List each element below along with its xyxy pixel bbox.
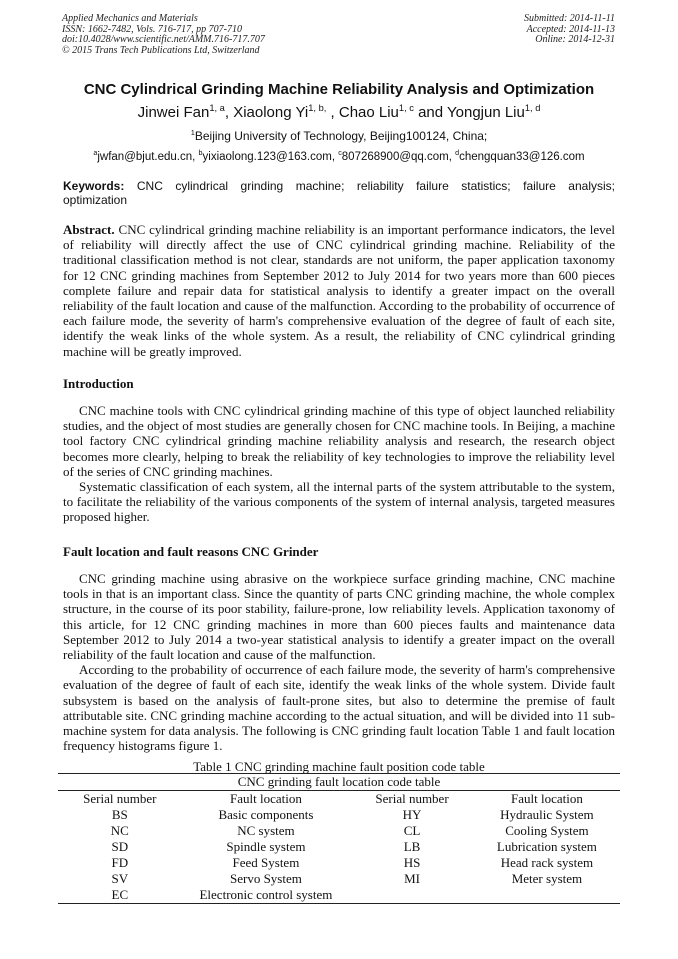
table-row [58,807,620,823]
paper-title: CNC Cylindrical Grinding Machine Reliability Analysis and Optimization [83,81,595,98]
email-superscript: c [338,149,342,158]
table-cell: EC [58,887,182,904]
table-cell: HY [402,807,422,822]
abstract [63,222,615,359]
table-row [58,855,620,871]
table-cell [474,887,620,904]
author-superscript: 1, a [209,103,225,113]
table-cell: SV [111,871,129,886]
journal-name: Applied Mechanics and Materials [62,13,198,24]
table-caption: Table 1 CNC grinding machine fault position code table [193,759,485,774]
author-name: Yongjun Liu [447,104,525,121]
column-header: Serial number [83,791,157,806]
table-cell: NC [110,823,129,838]
table-row [58,839,620,855]
table-cell: Meter system [511,871,583,886]
online-date: Online: 2014-12-31 [535,34,615,45]
email-link[interactable]: 807268900@qq.com, [341,151,456,163]
affiliation-text: Beijing University of Technology, Beijing100124, China; [194,129,488,143]
paragraph: According to the probability of occurrence of each failure mode, the severity of harm's comprehensive evaluation of the degree of fault of each site, identify the weak links of the whole system. Divide fault subsystem is based on the analysis of fault-prone sites, but also to determine the premise of fault attributable site. CNC grinding machine according to the actual situation, and will be divided into 11 sub-machine system for data analysis. The following is CNC grinding fault location Table 1 and fault location frequency histograms figure 1. [63,662,615,754]
table-cell: MI [404,871,420,886]
table-row [58,871,620,887]
table-header-row [58,791,620,808]
table-cell: CL [403,823,421,838]
author-superscript: 1, b, [308,103,327,113]
fault-section-body [63,571,615,753]
author-name: Jinwei Fan [137,104,210,121]
keywords-label: Keywords: [63,179,125,193]
accepted-date: Accepted: 2014-11-13 [526,23,615,35]
table-cell: SD [111,839,129,854]
email-link[interactable]: yixiaolong.123@163.com, [202,151,339,163]
submitted-date: Submitted: 2014-11-11 [523,13,615,24]
email-superscript: b [198,149,203,158]
paragraph: CNC machine tools with CNC cylindrical grinding machine of this type of object launched reliability studies, and the object of most studies are generally chosen for CNC machine tools. In Beijing, a machine tool factory CNC cylindrical grinding machine reliability analysis and research, the research object becomes more clearly, helping to break the reliability of key technologies to improve the reliability level of the series of CNC grinding machines. [63,403,615,479]
table-cell: Lubrication system [496,839,597,854]
email-link[interactable]: chengquan33@126.com [459,151,585,163]
table-title: CNC grinding fault location code table [58,774,620,791]
table-cell: NC system [237,823,295,838]
table-row [58,823,620,839]
table-cell: Basic components [218,807,314,822]
introduction-heading: Introduction [63,376,134,391]
table-cell: FD [111,855,129,870]
author-separator: and [413,104,447,121]
keywords-line1: CNC cylindrical grinding machine; reliability failure statistics; failure analysis; [136,179,615,193]
table-cell: Spindle system [226,839,306,854]
table-cell: Hydraulic System [500,807,594,822]
table-row [58,887,620,904]
table-cell: Feed System [232,855,300,870]
copyright-line: © 2015 Trans Tech Publications Ltd, Switzerland [62,44,260,56]
table-cell [350,887,474,904]
column-header: Fault location [229,791,302,806]
keywords [63,180,615,193]
table-cell: Cooling System [505,823,589,838]
author-superscript: 1, c [398,103,414,113]
author-name: Chao Liu [338,104,399,121]
abstract-label: Abstract. [63,222,115,237]
author-superscript: 1, d [524,103,541,113]
author-separator: , [224,104,234,121]
paragraph: CNC grinding machine using abrasive on the workpiece surface grinding machine, CNC machine tools in that is an important class. Since the quantity of parts CNC grinding machine, the whole complex structure, in the course of its poor stability, failure-prone, low reliability levels. Application taxonomy of this article, for 12 CNC grinding machines in more than 600 pieces faults and maintenance data September 2012 to July 2014 a two-year statistical analysis to identify a greater impact on the overall reliability of the fault location and cause of the malfunction. [63,571,615,663]
column-header: Serial number [375,791,449,806]
author-name: Xiaolong Yi [233,104,309,121]
email-link[interactable]: jwfan@bjut.edu.cn, [97,151,199,163]
email-superscript: d [455,149,460,158]
column-header: Fault location [510,791,583,806]
affiliation-superscript: 1 [190,128,195,137]
table-cell: Electronic control system [182,887,351,904]
abstract-text: CNC cylindrical grinding machine reliability is an important performance indicators, the level of reliability will directly affect the use of CNC cylindrical grinding machine. Reliability of the traditional classification method is not clear, standards are not uniform, the paper application taxonomy for 12 CNC grinding machines from September 2012 to July 2014 for two years more than 600 pieces complete failure and repair data for statistical analysis to identify a greater impact on the overall reliability of the fault location and cause of the malfunction. According to the probability of occurrence of each failure mode, the severity of harm's comprehensive evaluation of the degree of fault of each site, identify the weak links of the whole system. As a result, the reliability of CNC cylindrical grinding machine will be greatly improved. [63,222,615,359]
table-cell: LB [403,839,421,854]
doi-line: doi:10.4028/www.scientific.net/AMM.716-717.707 [62,34,265,45]
table-cell: BS [111,807,128,822]
author-list [0,104,678,121]
table-cell: Head rack system [500,855,594,870]
table-cell: Servo System [229,871,302,886]
journal-info [62,14,265,56]
fault-code-table [58,773,620,904]
affiliation [0,129,678,143]
table-title-row [58,774,620,791]
email-superscript: a [93,149,98,158]
issn-line: ISSN: 1662-7482, Vols. 716-717, pp 707-710 [62,23,242,35]
keywords-line2: optimization [63,193,128,207]
email-list [0,151,678,163]
table-cell: HS [403,855,421,870]
paragraph: Systematic classification of each system, all the internal parts of the system attributable to the system, to facilitate the reliability of the various components of the system of internal analysis, targeted measures proposed higher. [63,479,615,525]
introduction-body [63,403,615,525]
author-separator: , [326,104,339,121]
fault-section-heading: Fault location and fault reasons CNC Grinder [63,544,319,559]
dates-info [524,14,615,46]
